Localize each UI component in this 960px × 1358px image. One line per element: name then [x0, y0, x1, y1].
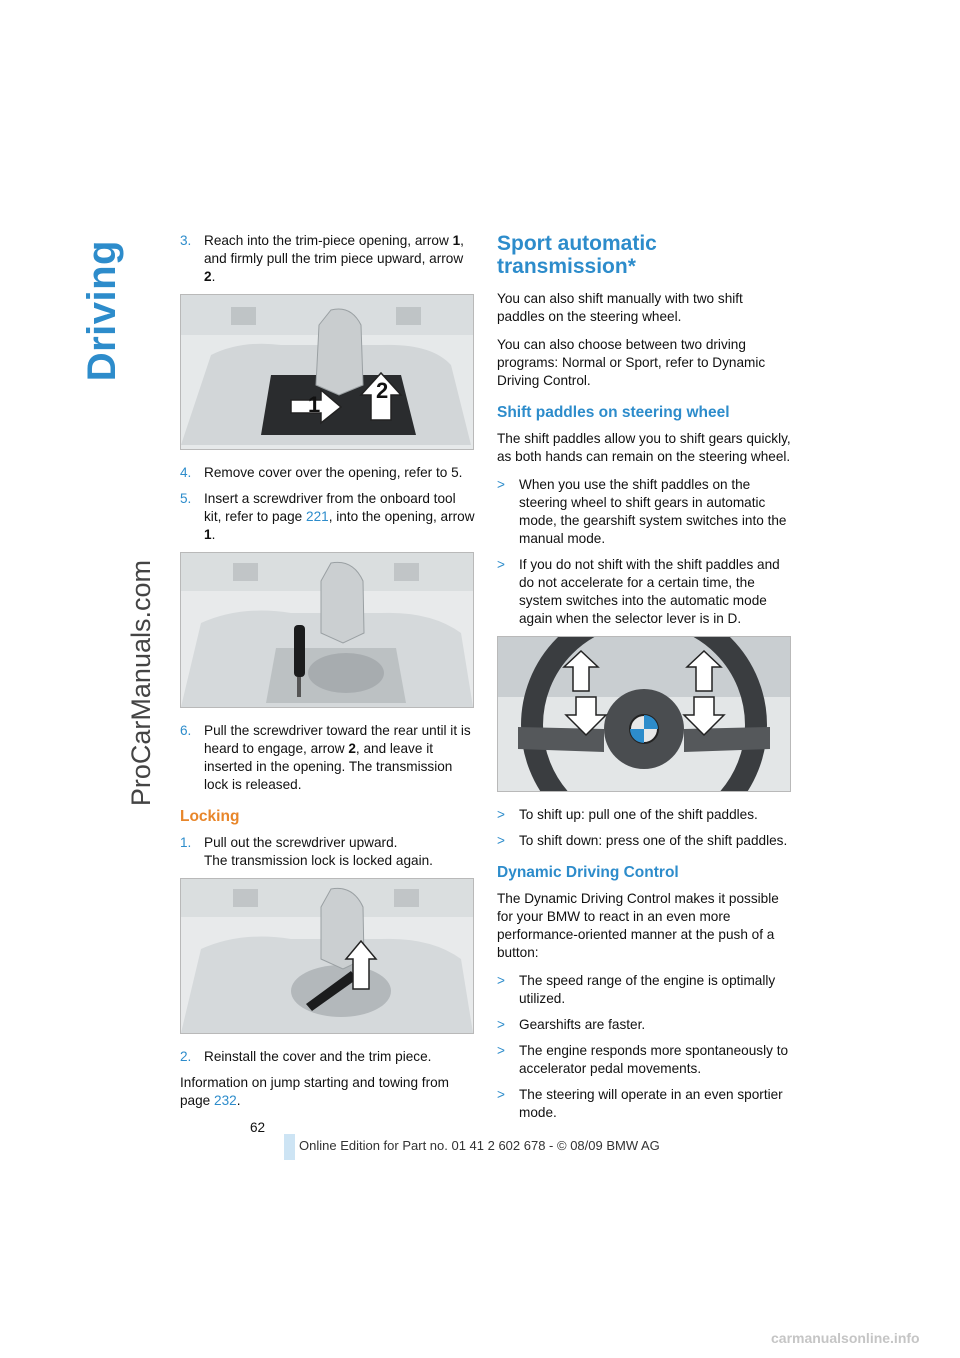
bullet-mark: > [497, 973, 505, 988]
step-number: 1. [180, 835, 192, 850]
footer-text: Online Edition for Part no. 01 41 2 602 678 - © 08/09 BMW AG [299, 1138, 660, 1153]
dynamic-driving-control-heading: Dynamic Driving Control [497, 864, 679, 881]
figure-screwdriver-insert [180, 552, 474, 708]
list-item: > The speed range of the engine is optimally utilized. [497, 973, 776, 1006]
lock-step-1: 1. Pull out the screwdriver upward. The transmission lock is locked again. [180, 835, 433, 868]
bullet-mark: > [497, 1087, 505, 1102]
paragraph: The Dynamic Driving Control makes it possible for your BMW to react in an even more performance-oriented manner at the push of a button: [497, 891, 779, 960]
paragraph: The shift paddles allow you to shift gears quickly, as both hands can remain on the steering wheel. [497, 431, 791, 464]
list-item: > If you do not shift with the shift paddles and do not accelerate for a certain time, the system switches into the automatic mode again when the selector lever is in D. [497, 557, 780, 626]
callout-1: 1 [308, 392, 321, 417]
step-5: 5. Insert a screwdriver from the onboard tool kit, refer to page 221, into the opening, arrow 1. [180, 491, 475, 542]
watermark: ProCarManuals.com [126, 560, 156, 807]
locking-heading: Locking [180, 808, 240, 825]
step-6: 6. Pull the screwdriver toward the rear until it is heard to engage, arrow 2, and leave it inserted in the opening. The transmission lock is released. [180, 723, 471, 792]
section-title: Driving [80, 240, 124, 382]
list-item: > To shift up: pull one of the shift paddles. [497, 807, 758, 822]
list-item: > The engine responds more spontaneously to accelerator pedal movements. [497, 1043, 789, 1076]
bullet-mark: > [497, 807, 505, 822]
callout-2: 2 [376, 378, 389, 403]
lock-step-2: 2. Reinstall the cover and the trim piece. [180, 1049, 432, 1064]
page-number: 62 [250, 1120, 266, 1135]
figure-trim-piece [180, 294, 474, 450]
list-item: > When you use the shift paddles on the steering wheel to shift gears in automatic mode, the gearshift system switches into the manual mode. [497, 477, 787, 546]
bullet-mark: > [497, 1043, 505, 1058]
bullet-mark: > [497, 1017, 505, 1032]
site-footer: carmanualsonline.info [771, 1330, 920, 1346]
shift-paddles-heading: Shift paddles on steering wheel [497, 404, 730, 421]
step-number: 6. [180, 723, 192, 738]
step-number: 2. [180, 1049, 192, 1064]
bullet-mark: > [497, 477, 505, 492]
step-number: 4. [180, 465, 192, 480]
paragraph: You can also choose between two driving programs: Normal or Sport, refer to Dynamic Driving Control. [497, 337, 766, 388]
page-link-232[interactable]: 232 [214, 1093, 237, 1108]
list-item: > To shift down: press one of the shift paddles. [497, 833, 788, 848]
bullet-mark: > [497, 833, 505, 848]
jump-start-info: Information on jump starting and towing from page 232. [180, 1075, 449, 1108]
left-column [180, 232, 475, 1120]
list-item: > Gearshifts are faster. [497, 1017, 646, 1032]
figure-screwdriver-remove [180, 878, 474, 1034]
step-number: 5. [180, 491, 192, 506]
right-column [497, 232, 792, 1130]
paragraph: You can also shift manually with two shift paddles on the steering wheel. [497, 291, 743, 324]
list-item: > The steering will operate in an even sportier mode. [497, 1087, 783, 1120]
step-number: 3. [180, 233, 192, 248]
figure-steering-wheel [497, 636, 791, 792]
footer-bar [284, 1134, 295, 1160]
sport-transmission-heading: Sport automatic transmission* [497, 232, 657, 278]
page-link-221[interactable]: 221 [306, 509, 329, 524]
bullet-mark: > [497, 557, 505, 572]
step-4: 4. Remove cover over the opening, refer to 5. [180, 465, 463, 480]
step-3: 3. Reach into the trim-piece opening, arrow 1, and firmly pull the trim piece upward, arrow 2. [180, 233, 464, 284]
